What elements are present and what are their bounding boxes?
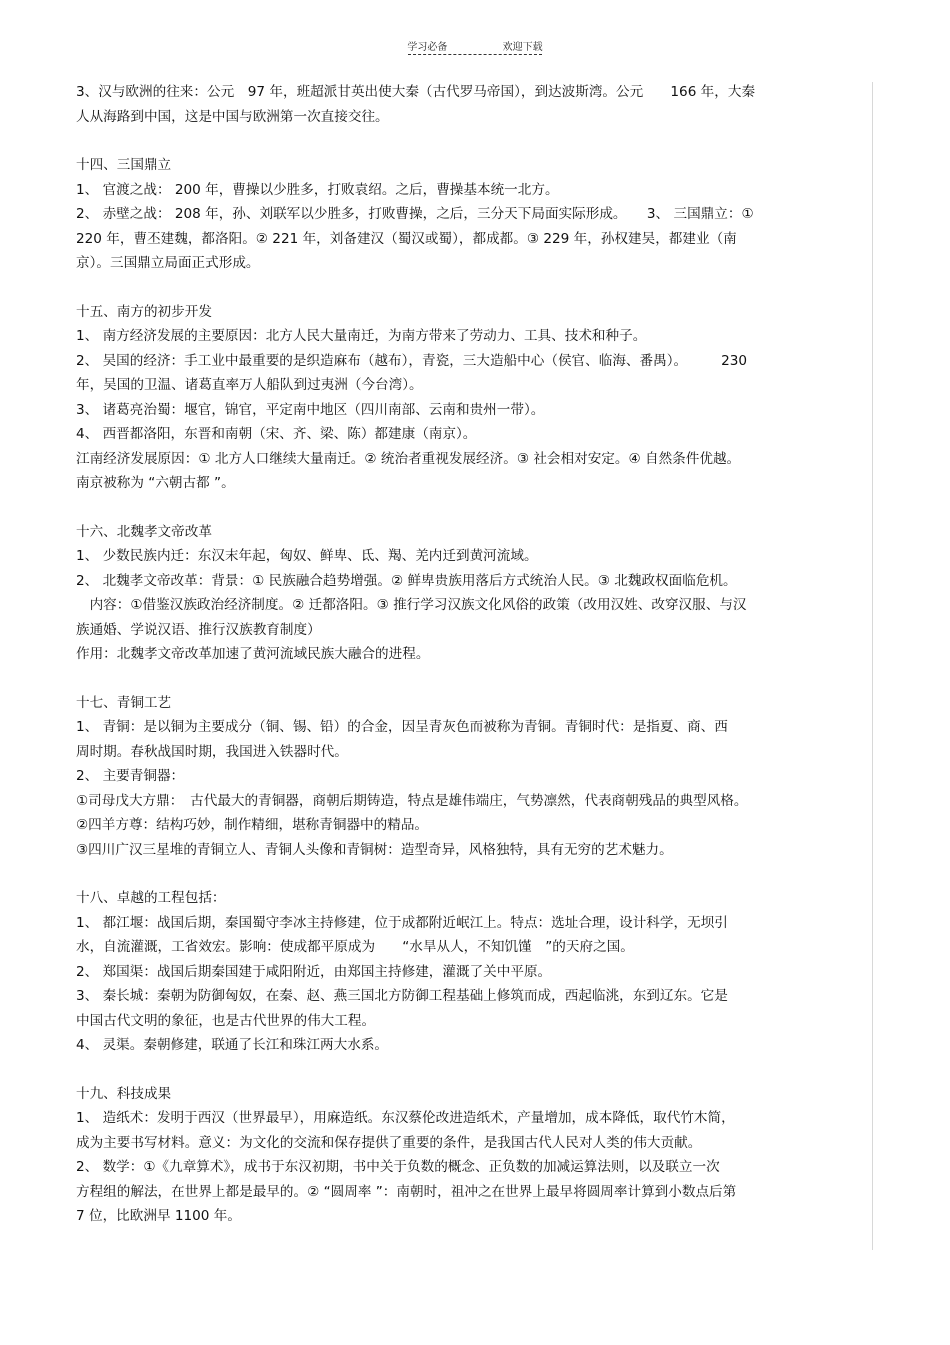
text-line: 十五、南方的初步开发 xyxy=(76,303,212,320)
text-line: 2、 郑国渠：战国后期秦国建于咸阳附近，由郑国主持修建，灌溉了关中平原。 xyxy=(76,963,552,980)
text-line: 2、 北魏孝文帝改革：背景：① 民族融合趋势增强。② 鲜卑贵族用落后方式统治人民。③ 北魏政权面临危机。 xyxy=(76,572,737,589)
text-line: 3、 诸葛亮治蜀：堰官，锦官，平定南中地区（四川南部、云南和贵州一带）。 xyxy=(76,401,545,418)
paragraph-gap xyxy=(76,496,872,520)
text-line: 族通婚、学说汉语、推行汉族教育制度） xyxy=(76,621,321,638)
text-line: 十六、北魏孝文帝改革 xyxy=(76,523,212,540)
paragraph-gap xyxy=(76,862,872,886)
text-line: 3、汉与欧洲的往来：公元 97 年，班超派甘英出使大秦（古代罗马帝国），到达波斯湾。公元 166 年，大秦 xyxy=(76,84,756,100)
text-line: 1、 青铜：是以铜为主要成分（铜、锡、铅）的合金，因呈青灰色而被称为青铜。青铜时代：是指夏、商、西 xyxy=(76,719,728,735)
paragraph-gap xyxy=(76,1058,872,1082)
text-line: 十七、青铜工艺 xyxy=(76,694,172,711)
paragraph-gap xyxy=(76,276,872,300)
text-line: 方程组的解法，在世界上都是最早的。② “圆周率 ”：南朝时，祖冲之在世界上最早将圆周率计算到小数点后第 xyxy=(76,1183,737,1200)
text-line: 中国古代文明的象征，也是古代世界的伟大工程。 xyxy=(76,1012,376,1029)
text-line: 1、 官渡之战： 200 年，曹操以少胜多，打败袁绍。之后，曹操基本统一北方。 xyxy=(76,181,559,198)
text-line: 周时期。春秋战国时期，我国进入铁器时代。 xyxy=(76,743,348,760)
header-left-text: 学习必备 xyxy=(407,42,448,53)
text-line: ③四川广汉三星堆的青铜立人、青铜人头像和青铜树：造型奇异，风格独特，具有无穷的艺术魅力。 xyxy=(76,841,673,858)
text-line: 1、 都江堰：战国后期，秦国蜀守李冰主持修建，位于成都附近岷江上。特点：选址合理，设计科学，无坝引 xyxy=(76,914,728,931)
text-line: 1、 少数民族内迁：东汉末年起，匈奴、鲜卑、氐、羯、羌内迁到黄河流域。 xyxy=(76,548,538,564)
text-line: 作用：北魏孝文帝改革加速了黄河流域民族大融合的进程。 xyxy=(76,646,430,662)
text-line: 7 位，比欧洲早 1100 年。 xyxy=(76,1208,241,1224)
paragraph-gap xyxy=(76,667,872,691)
text-line: 4、 灵渠。秦朝修建，联通了长江和珠江两大水系。 xyxy=(76,1037,389,1053)
text-line: 内容：①借鉴汉族政治经济制度。② 迁都洛阳。③ 推行学习汉族文化风俗的政策（改用汉姓、改穿汉服、与汉 xyxy=(76,597,747,613)
page-header xyxy=(0,38,950,53)
text-line: 水，自流灌溉，工省效宏。影响：使成都平原成为 “水旱从人，不知饥馑 ”的天府之国。 xyxy=(76,939,634,955)
text-line: 2、 数学：①《九章算术》，成书于东汉初期，书中关于负数的概念、正负数的加减运算法则，以及联立一次 xyxy=(76,1159,720,1175)
text-line: 江南经济发展原因：① 北方人口继续大量南迁。② 统治者重视发展经济。③ 社会相对安定。④ 自然条件优越。 xyxy=(76,450,741,467)
text-line: 2、 赤壁之战： 208 年，孙、刘联军以少胜多，打败曹操，之后，三分天下局面实际形成。 3、 三国鼎立：① xyxy=(76,206,754,222)
header-right-text: 欢迎下载 xyxy=(502,42,543,53)
text-line: ①司母戊大方鼎： 古代最大的青铜器，商朝后期铸造，特点是雄伟端庄，气势凛然，代表商朝残品的典型风格。 xyxy=(76,792,748,809)
right-margin-line xyxy=(872,82,873,1250)
text-line: ②四羊方尊：结构巧妙，制作精细，堪称青铜器中的精品。 xyxy=(76,817,429,833)
text-line: 京）。三国鼎立局面正式形成。 xyxy=(76,255,260,271)
text-line: 2、 吴国的经济：手工业中最重要的是织造麻布（越布），青瓷，三大造船中心（侯官、临海、番禺）。 230 xyxy=(76,352,748,369)
text-line: 人从海路到中国，这是中国与欧洲第一次直接交往。 xyxy=(76,108,389,125)
text-line: 2、 主要青铜器： xyxy=(76,768,185,784)
text-line: 220 年，曹丕建魏，都洛阳。② 221 年，刘备建汉（蜀汉或蜀），都成都。③ 229 年，孙权建吴，都建业（南 xyxy=(76,230,737,247)
text-line: 南京被称为 “六朝古都 ”。 xyxy=(76,475,235,491)
text-line: 十九、科技成果 xyxy=(76,1085,172,1102)
text-line: 4、 西晋都洛阳，东晋和南朝（宋、齐、梁、陈）都建康（南京）。 xyxy=(76,426,477,442)
text-line: 1、 造纸术：发明于西汉（世界最早），用麻造纸。东汉蔡伦改进造纸术，产量增加，成本降低，取代竹木简， xyxy=(76,1110,735,1126)
header-divider xyxy=(408,54,542,55)
text-line: 年，吴国的卫温、诸葛直率万人船队到过夷洲（今台湾）。 xyxy=(76,377,423,393)
text-line: 1、 南方经济发展的主要原因：北方人民大量南迁，为南方带来了劳动力、工具、技术和种子。 xyxy=(76,328,647,344)
text-line: 成为主要书写材料。意义：为文化的交流和保存提供了重要的条件，是我国古代人民对人类的伟大贡献。 xyxy=(76,1134,702,1151)
text-line: 十八、卓越的工程包括： xyxy=(76,890,226,906)
paragraph-gap xyxy=(76,129,872,153)
document-body xyxy=(76,80,872,1229)
text-line: 十四、三国鼎立 xyxy=(76,157,172,173)
text-line: 3、 秦长城：秦朝为防御匈奴，在秦、赵、燕三国北方防御工程基础上修筑而成，西起临洮，东到辽东。它是 xyxy=(76,988,728,1004)
